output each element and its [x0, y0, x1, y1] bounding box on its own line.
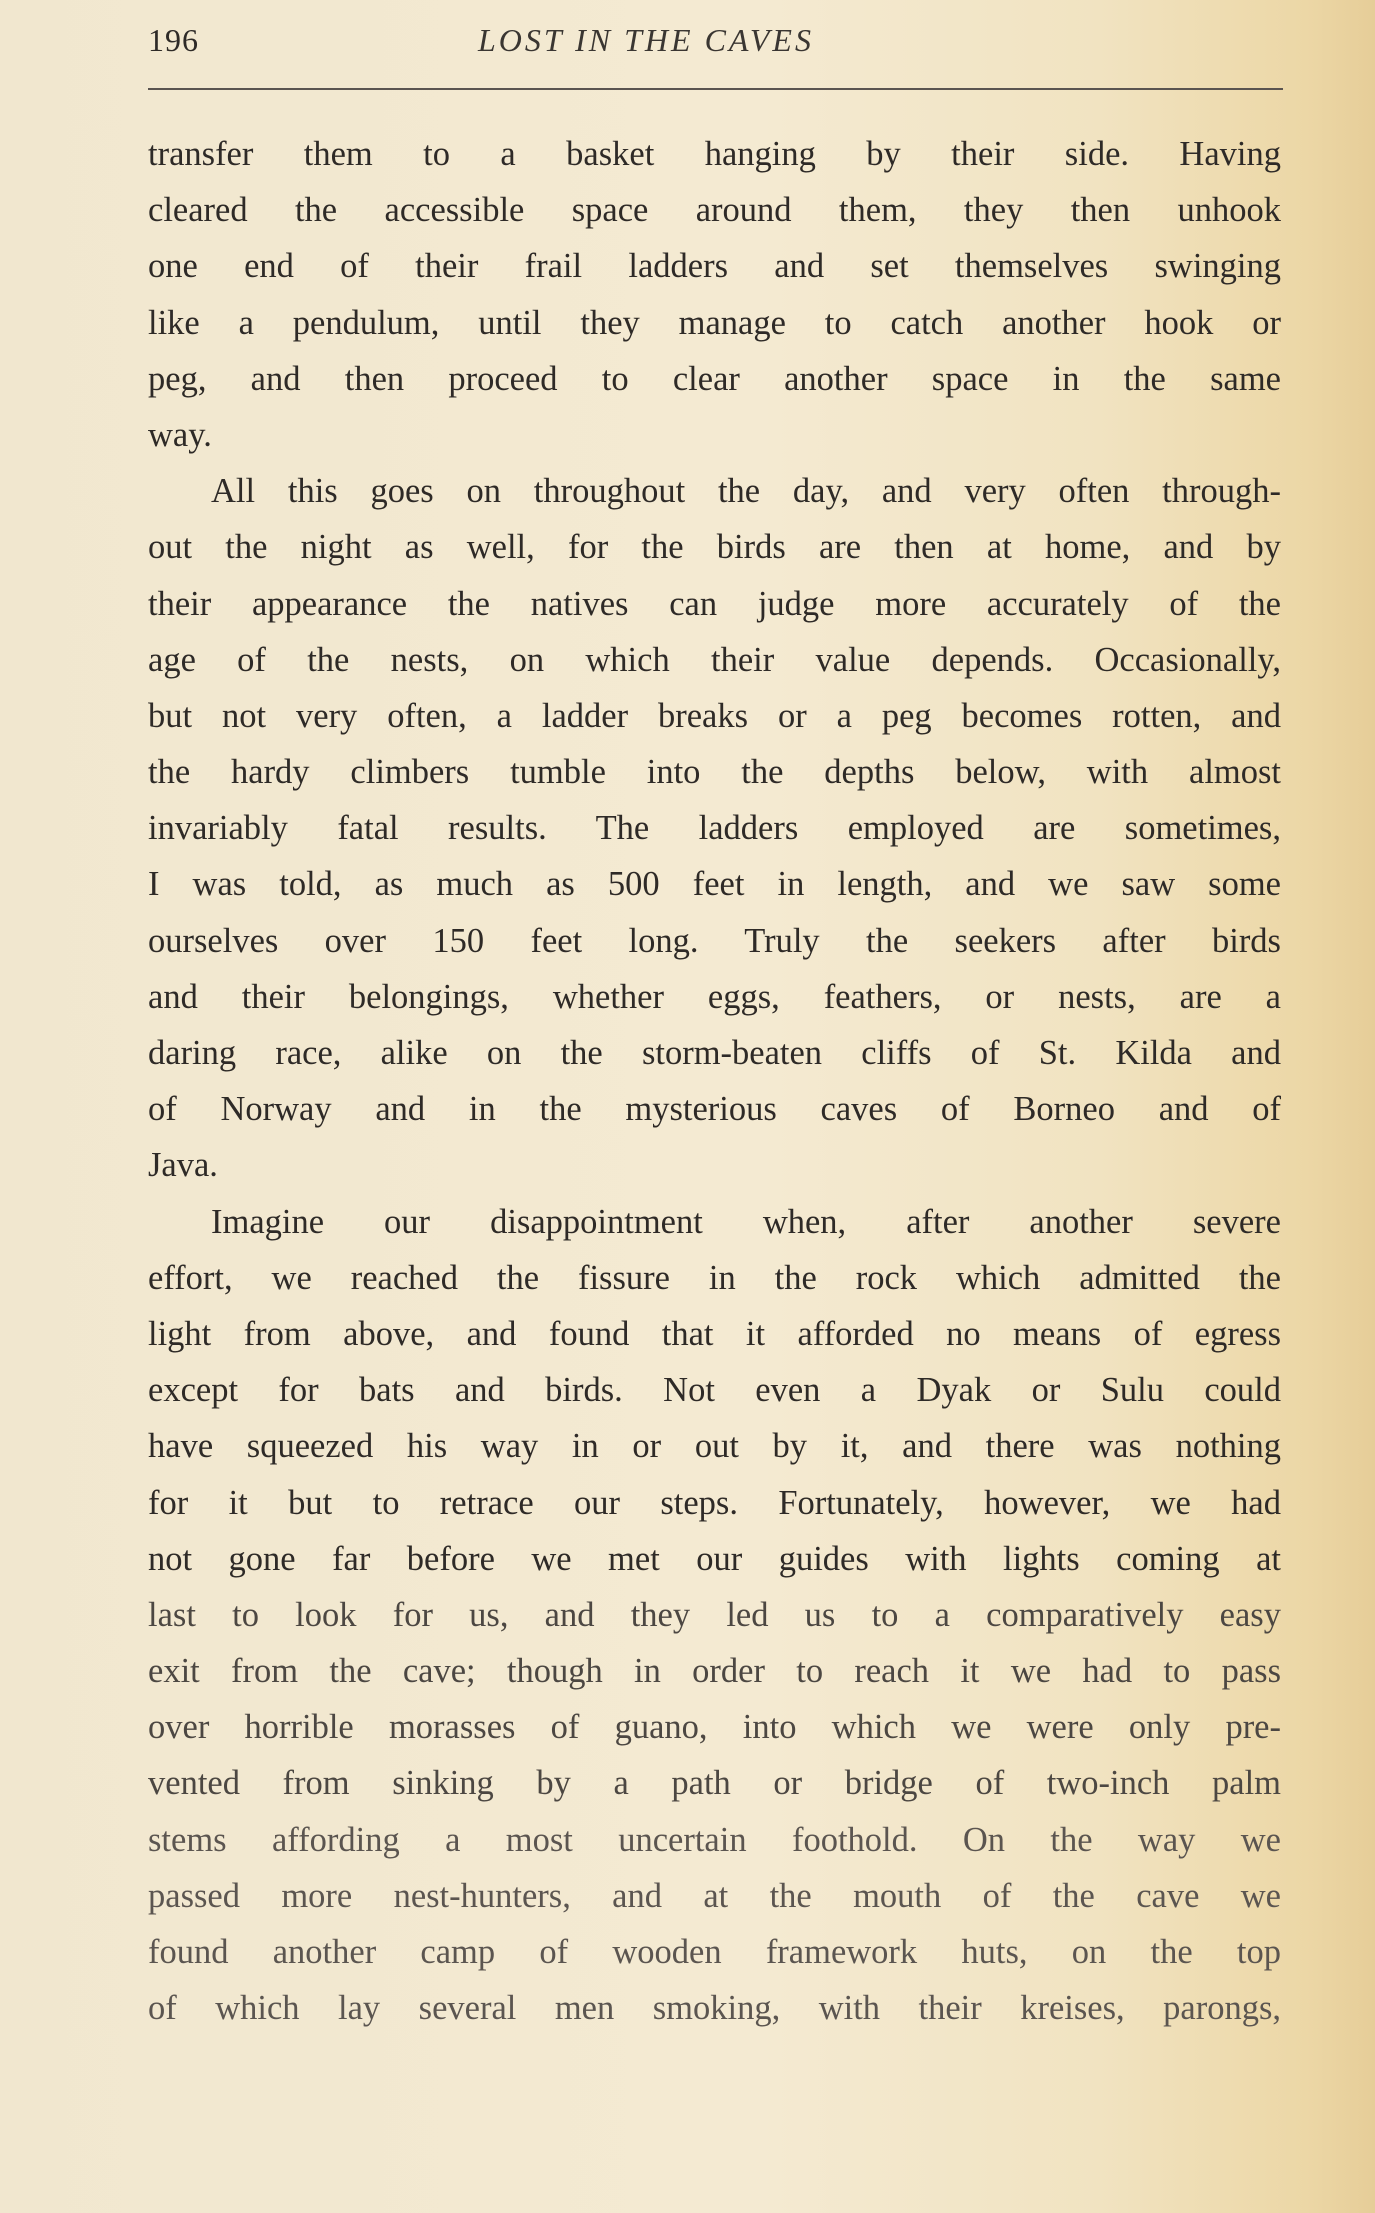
text-line: not gone far before we met our guides with lights coming at: [148, 1539, 1281, 1578]
text-line: peg, and then proceed to clear another space in the same: [148, 359, 1281, 398]
text-line: way.: [148, 415, 212, 454]
text-line: of which lay several men smoking, with their kreises, parongs,: [148, 1989, 1281, 2028]
text-line: over horrible morasses of guano, into which we were only pre-: [148, 1708, 1281, 1747]
text-line: last to look for us, and they led us to a comparatively easy: [148, 1595, 1281, 1634]
paragraph: [148, 463, 1281, 1193]
text-line: and their belongings, whether eggs, feathers, or nests, are a: [148, 977, 1281, 1016]
text-line: daring race, alike on the storm-beaten cliffs of St. Kilda and: [148, 1034, 1281, 1072]
text-line: passed more nest-hunters, and at the mouth of the cave we: [148, 1876, 1281, 1915]
text-line: age of the nests, on which their value depends. Occasionally,: [148, 640, 1281, 679]
text-line: exit from the cave; though in order to reach it we had to pass: [148, 1652, 1281, 1691]
text-line: invariably fatal results. The ladders employed are sometimes,: [148, 809, 1281, 848]
text-line: light from above, and found that it afforded no means of egress: [148, 1314, 1281, 1353]
text-line: vented from sinking by a path or bridge of two-inch palm: [148, 1764, 1281, 1803]
text-line: their appearance the natives can judge more accurately of the: [148, 584, 1281, 623]
page-number: 196: [148, 22, 199, 58]
text-line: but not very often, a ladder breaks or a peg becomes rotten, and: [148, 696, 1281, 735]
text-line: All this goes on throughout the day, and very often through-: [211, 472, 1281, 511]
text-line: out the night as well, for the birds are then at home, and by: [148, 528, 1281, 567]
text-line: cleared the accessible space around them, they then unhook: [148, 191, 1281, 230]
text-line: for it but to retrace our steps. Fortunately, however, we had: [148, 1483, 1281, 1522]
running-head-title: LOST IN THE CAVES: [478, 22, 814, 58]
text-line: of Norway and in the mysterious caves of Borneo and of: [148, 1090, 1281, 1129]
text-line: one end of their frail ladders and set themselves swinging: [148, 247, 1281, 286]
paragraph: [148, 1194, 1281, 2037]
text-line: except for bats and birds. Not even a Dyak or Sulu could: [148, 1371, 1281, 1410]
text-line: Imagine our disappointment when, after another severe: [211, 1202, 1281, 1241]
paragraph: [148, 126, 1281, 463]
text-line: like a pendulum, until they manage to catch another hook or: [148, 303, 1281, 342]
text-line: effort, we reached the fissure in the rock which admitted the: [148, 1258, 1281, 1297]
text-line: the hardy climbers tumble into the depths below, with almost: [148, 753, 1281, 792]
text-line: stems affording a most uncertain foothold. On the way we: [148, 1820, 1281, 1859]
text-line: have squeezed his way in or out by it, and there was nothing: [148, 1427, 1281, 1466]
text-line: found another camp of wooden framework huts, on the top: [148, 1933, 1281, 1971]
body-text: [148, 126, 1281, 2036]
text-line: I was told, as much as 500 feet in length, and we saw some: [148, 865, 1281, 904]
header-rule: [148, 88, 1283, 90]
text-line: Java.: [148, 1146, 218, 1185]
text-line: transfer them to a basket hanging by their side. Having: [148, 135, 1281, 173]
text-line: ourselves over 150 feet long. Truly the seekers after birds: [148, 921, 1281, 960]
page-header: [148, 22, 1283, 72]
